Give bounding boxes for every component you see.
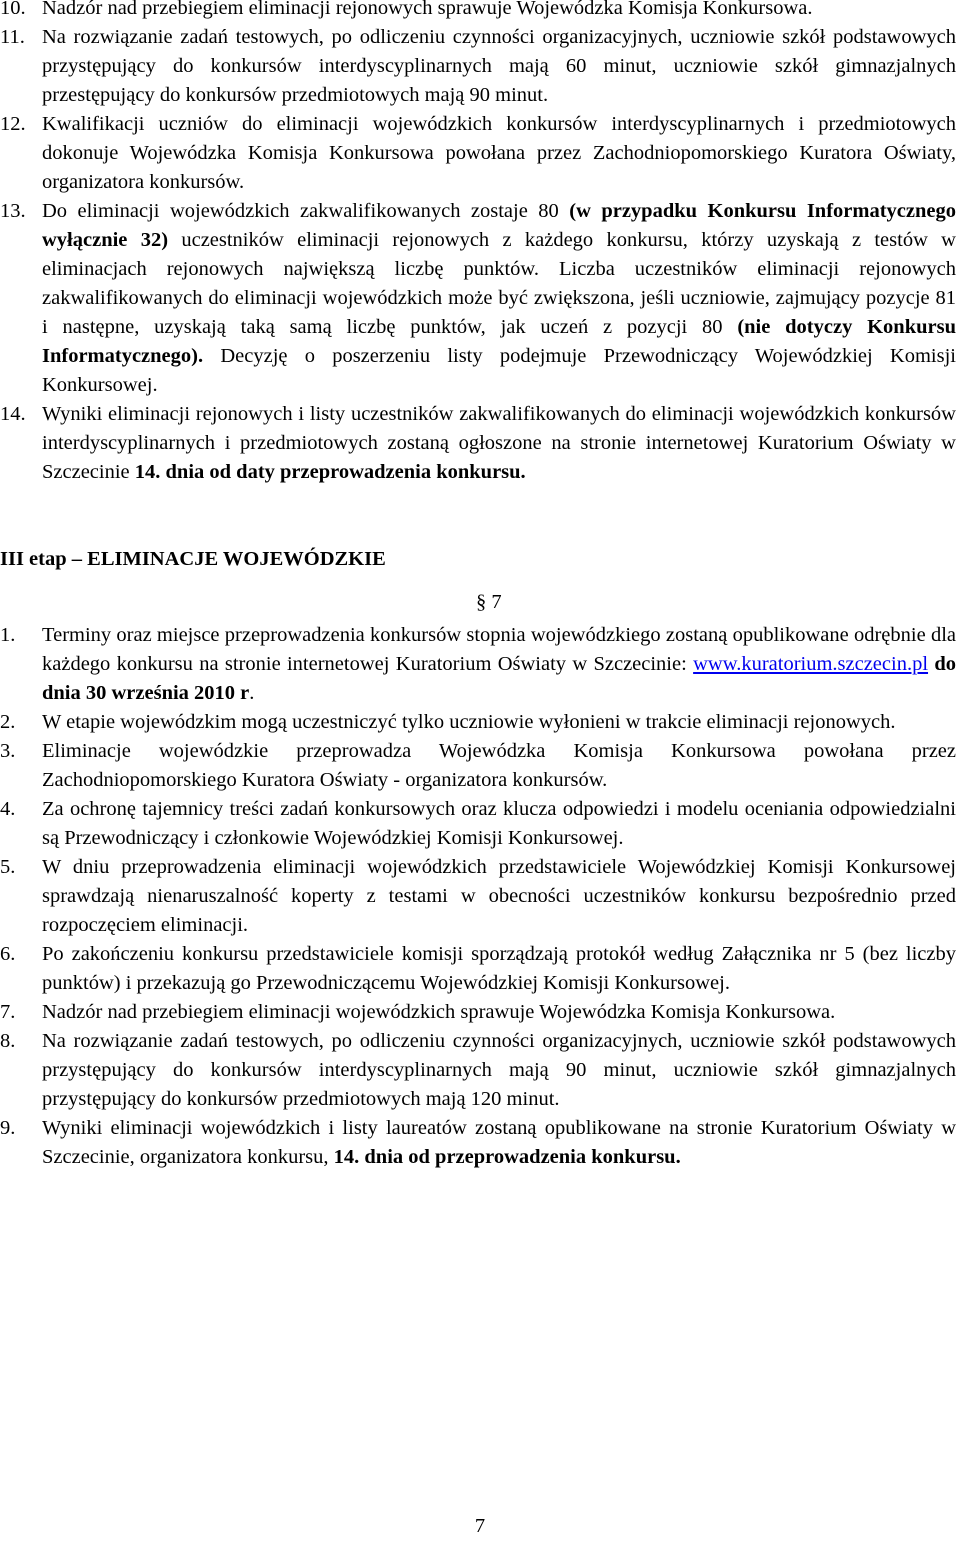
item-text-bold: (nie dotyczy Konkursu Informatycznego).	[42, 316, 956, 367]
item-number: 4.	[0, 798, 16, 820]
heading-dash: –	[71, 548, 83, 570]
list-item	[0, 795, 956, 853]
list-item	[0, 708, 956, 737]
item-text-bold: 14. dnia od przeprowadzenia konkursu.	[333, 1146, 681, 1168]
section-mark: § 7	[476, 591, 502, 613]
item-text: Eliminacje wojewódzkie przeprowadza Wojewódzka Komisja Konkursowa powołana przez Zachodniopomorskiego Kuratora Oświaty - organizatora konkursów.	[42, 740, 956, 791]
list-item	[0, 197, 956, 400]
item-number: 14.	[0, 403, 26, 425]
item-text-bold: (w przypadku Konkursu Informatycznego wyłącznie 32)	[42, 200, 956, 251]
item-text: Za ochronę tajemnicy treści zadań konkursowych oraz klucza odpowiedzi i modelu oceniania odpowiedzialni są Przewodniczący i członkowie Wojewódzkiej Komisji Konkursowej.	[42, 798, 956, 849]
item-number: 7.	[0, 1001, 16, 1023]
item-text: Wyniki eliminacji wojewódzkich i listy laureatów zostaną opublikowane na stronie Kuratorium Oświaty w Szczecinie, organizatora konkursu,	[42, 1117, 956, 1168]
item-number: 6.	[0, 943, 16, 965]
item-text: Po zakończeniu konkursu przedstawiciele komisji sporządzają protokół według Załącznika nr 5 (bez liczby punktów) i przekazują go Przewodniczącemu Wojewódzkiej Komisji Konkursowej.	[42, 943, 956, 994]
list-item	[0, 737, 956, 795]
list-wojewodzkie	[0, 621, 960, 1172]
heading-stage: III etap	[0, 548, 67, 570]
list-item	[0, 940, 956, 998]
item-number: 3.	[0, 740, 16, 762]
item-text: W etapie wojewódzkim mogą uczestniczyć tylko uczniowie wyłonieni w trakcie eliminacji rejonowych.	[42, 711, 896, 733]
list-item	[0, 400, 956, 487]
item-text: Do eliminacji wojewódzkich zakwalifikowanych zostaje 80	[42, 200, 570, 222]
item-text: .	[249, 682, 255, 704]
item-text: uczestników eliminacji rejonowych z każdego konkursu, którzy uzyskają z testów w eliminacjach rejonowych największą liczbę punktów. Liczba uczestników eliminacji rejonowych zakwalifikowanych do eliminacji wojewódzkich może być zwiększona, jeśli uczniowie, zajmujący pozycje 81 i następne, uzyskają taką samą liczbę punktów, jak uczeń z pozycji 80	[42, 229, 956, 338]
item-text-bold: 14. dnia od daty przeprowadzenia konkursu.	[134, 461, 526, 483]
list-item	[0, 998, 956, 1027]
kuratorium-link[interactable]: www.kuratorium.szczecin.pl	[693, 653, 929, 675]
item-text: Na rozwiązanie zadań testowych, po odliczeniu czynności organizacyjnych, uczniowie szkół podstawowych przystępujący do konkursów interdyscyplinarnych mają 60 minut, uczniowie szkół gimnazjalnych przestępujący do konkursów przedmiotowych mają 90 minut.	[42, 26, 956, 106]
item-text: W dniu przeprowadzenia eliminacji wojewódzkich przedstawiciele Wojewódzkiej Komisji Konkursowej sprawdzają nienaruszalność koperty z testami w obecności uczestników konkursu bezpośrednio przed rozpoczęciem eliminacji.	[42, 856, 956, 936]
item-number: 8.	[0, 1030, 16, 1052]
item-number: 9.	[0, 1117, 16, 1139]
item-text: Nadzór nad przebiegiem eliminacji wojewódzkich sprawuje Wojewódzka Komisja Konkursowa.	[42, 1001, 836, 1023]
list-rejonowe	[0, 0, 960, 487]
item-text: Na rozwiązanie zadań testowych, po odliczeniu czynności organizacyjnych, uczniowie szkół podstawowych przystępujący do konkursów interdyscyplinarnych mają 90 minut, uczniowie szkół gimnazjalnych przystępujący do konkursów przedmiotowych mają 120 minut.	[42, 1030, 956, 1110]
item-number: 12.	[0, 113, 26, 135]
item-text: Decyzję o poszerzeniu listy podejmuje Przewodniczący Wojewódzkiej Komisji Konkursowej.	[42, 345, 956, 396]
item-number: 13.	[0, 200, 26, 222]
item-text: Wyniki eliminacji rejonowych i listy uczestników zakwalifikowanych do eliminacji wojewódzkich konkursów interdyscyplinarnych i przedmiotowych zostaną ogłoszone na stronie internetowej Kuratorium Oświaty w Szczecinie	[42, 403, 956, 483]
page-number: 7	[474, 1515, 486, 1537]
item-number: 2.	[0, 711, 16, 733]
list-item	[0, 853, 956, 940]
list-item	[0, 110, 956, 197]
item-number: 5.	[0, 856, 16, 878]
list-item	[0, 621, 956, 708]
list-item	[0, 1114, 956, 1172]
item-number: 1.	[0, 624, 16, 646]
item-number: 10.	[0, 0, 26, 19]
item-number: 11.	[0, 26, 25, 48]
item-text: Kwalifikacji uczniów do eliminacji wojewódzkich konkursów interdyscyplinarnych i przedmiotowych dokonuje Wojewódzka Komisja Konkursowa powołana przez Zachodniopomorskiego Kuratora Oświaty, organizatora konkursów.	[42, 113, 956, 193]
heading-title: ELIMINACJE WOJEWÓDZKIE	[87, 548, 386, 570]
item-text-bold: do dnia 30 września 2010 r	[42, 653, 956, 704]
list-item	[0, 23, 956, 110]
list-item	[0, 1027, 956, 1114]
list-item	[0, 0, 956, 23]
item-text: Nadzór nad przebiegiem eliminacji rejonowych sprawuje Wojewódzka Komisja Konkursowa.	[42, 0, 813, 19]
item-text: Terminy oraz miejsce przeprowadzenia konkursów stopnia wojewódzkiego zostaną opublikowane odrębnie dla każdego konkursu na stronie internetowej Kuratorium Oświaty w Szczecinie:	[42, 624, 956, 675]
section-heading	[0, 545, 960, 574]
